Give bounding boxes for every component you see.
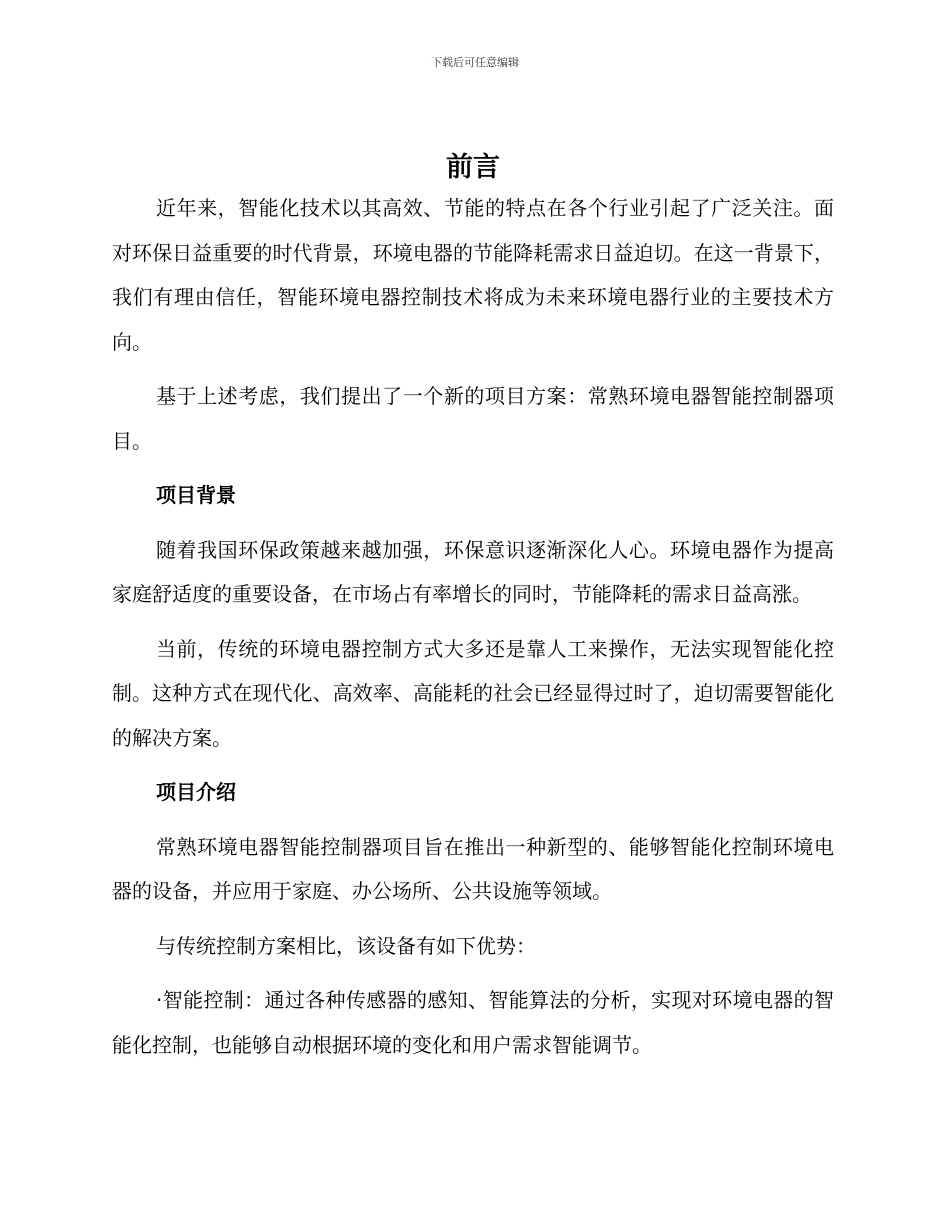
paragraph-introduction-1: 常熟环境电器智能控制器项目旨在推出一种新型的、能够智能化控制环境电器的设备，并应用于家庭、办公场所、公共设施等领域。 xyxy=(112,834,834,903)
document-title: 前言 xyxy=(446,152,500,183)
paragraph-proposal: 基于上述考虑，我们提出了一个新的项目方案：常熟环境电器智能控制器项目。 xyxy=(112,384,834,453)
paragraph-intro: 近年来，智能化技术以其高效、节能的特点在各个行业引起了广泛关注。面对环保日益重要的时代背景，环境电器的节能降耗需求日益迫切。在这一背景下，我们有理由信任，智能环境电器控制技术将成为未来环境电器行业的主要技术方向。 xyxy=(112,196,834,354)
paragraph-background-2: 当前，传统的环境电器控制方式大多还是靠人工来操作，无法实现智能化控制。这种方式在现代化、高效率、高能耗的社会已经显得过时了，迫切需要智能化的解决方案。 xyxy=(112,636,834,750)
document-body xyxy=(112,146,834,1077)
paragraph-introduction-2: 与传统控制方案相比，该设备有如下优势： xyxy=(156,933,536,958)
page-header-note: 下载后可任意编辑 xyxy=(431,56,519,69)
bullet-item-smart-control: ·智能控制：通过各种传感器的感知、智能算法的分析，实现对环境电器的智能化控制，也能够自动根据环境的变化和用户需求智能调节。 xyxy=(112,988,834,1057)
paragraph-background-1: 随着我国环保政策越来越加强，环保意识逐渐深化人心。环境电器作为提高家庭舒适度的重要设备，在市场占有率增长的同时，节能降耗的需求日益高涨。 xyxy=(112,537,834,606)
section-heading-introduction: 项目介绍 xyxy=(156,780,236,804)
section-heading-background: 项目背景 xyxy=(156,483,236,507)
